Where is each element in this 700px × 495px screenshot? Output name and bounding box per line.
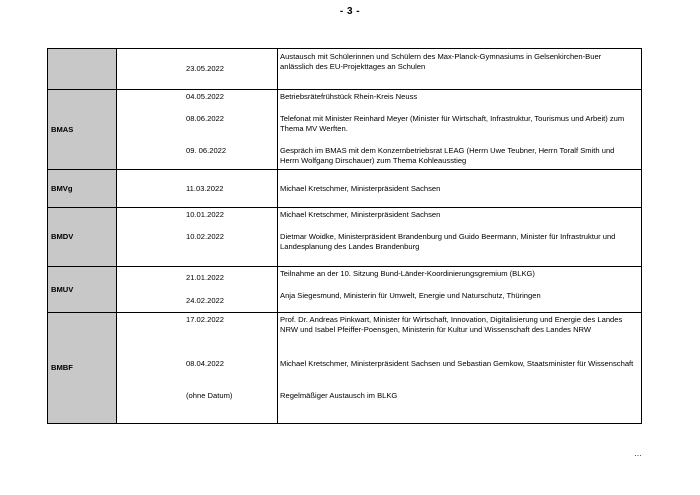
dates-cell [117,170,278,208]
entry-text: Telefonat mit Minister Reinhard Meyer (Minister für Wirtschaft, Infrastruktur, Tourismus und Arbeit) zum Thema MV Werften. [280,114,625,133]
entries-cell [278,90,642,170]
entry-text: Dietmar Woidke, Ministerpräsident Brandenburg und Guido Beermann, Minister für Infrastruktur und Landesplanung des Landes Brandenburg [280,232,616,251]
dates-cell [117,313,278,424]
date-text: 23.05.2022 [186,64,225,73]
entry-text: Michael Kretschmer, Ministerpräsident Sachsen und Sebastian Gemkow, Staatsminister für Wissenschaft [280,359,634,368]
dept-cell [48,49,117,90]
dept-cell: BMAS [48,90,117,170]
dates-cell [117,208,278,267]
date-text: 09. 06.2022 [186,146,227,155]
entry-text: Anja Siegesmund, Ministerin für Umwelt, Energie und Naturschutz, Thüringen [280,291,541,300]
date-text: 17.02.2022 [186,315,225,324]
continuation-mark: … [634,449,642,458]
dept-cell: BMUV [48,267,117,313]
date-text: 08.04.2022 [186,359,225,368]
date-text: 21.01.2022 [186,273,225,282]
entry-text: Gespräch im BMAS mit dem Konzernbetriebsrat LEAG (Herrn Uwe Teubner, Herrn Toralf Smith und Herrn Wolfgang Dirschauer) zum Thema Kohleausstieg [280,146,615,165]
table-row [48,267,642,313]
dates-cell [117,90,278,170]
entry-text: Michael Kretschmer, Ministerpräsident Sachsen [280,210,441,219]
table-row [48,170,642,208]
dept-cell: BMBF [48,313,117,424]
entry-text: Regelmäßiger Austausch im BLKG [280,391,398,400]
entry-text: Prof. Dr. Andreas Pinkwart, Minister für Wirtschaft, Innovation, Digitalisierung und Energie des Landes NRW und Isabel Pfeiffer-Poensgen, Ministerin für Kultur und Wissenschaft des Landes NRW [280,315,623,334]
entry-text: Teilnahme an der 10. Sitzung Bund-Länder-Koordinierungsgremium (BLKG) [280,269,535,278]
dates-cell [117,267,278,313]
date-text: 04.05.2022 [186,92,225,101]
entry-text: Betriebsrätefrühstück Rhein-Kreis Neuss [280,92,418,101]
page-number: - 3 - [339,6,361,17]
dept-cell: BMVg [48,170,117,208]
date-text: (ohne Datum) [186,391,233,400]
date-text: 10.01.2022 [186,210,225,219]
entries-cell [278,208,642,267]
table-row [48,90,642,170]
entries-cell [278,267,642,313]
date-text: 10.02.2022 [186,232,225,241]
date-text: 08.06.2022 [186,114,225,123]
entry-text: Michael Kretschmer, Ministerpräsident Sachsen [280,184,441,193]
entries-cell [278,313,642,424]
contacts-table [47,48,642,424]
entries-cell [278,49,642,90]
dept-cell: BMDV [48,208,117,267]
date-text: 11.03.2022 [186,184,224,193]
table-row [48,313,642,424]
table-row [48,208,642,267]
entry-text: Austausch mit Schülerinnen und Schülern des Max-Planck-Gymnasiums in Gelsenkirchen-Buer anlässlich des EU-Projekttages an Schulen [280,52,602,71]
date-text: 24.02.2022 [186,296,225,305]
dates-cell [117,49,278,90]
entries-cell [278,170,642,208]
table-row [48,49,642,90]
